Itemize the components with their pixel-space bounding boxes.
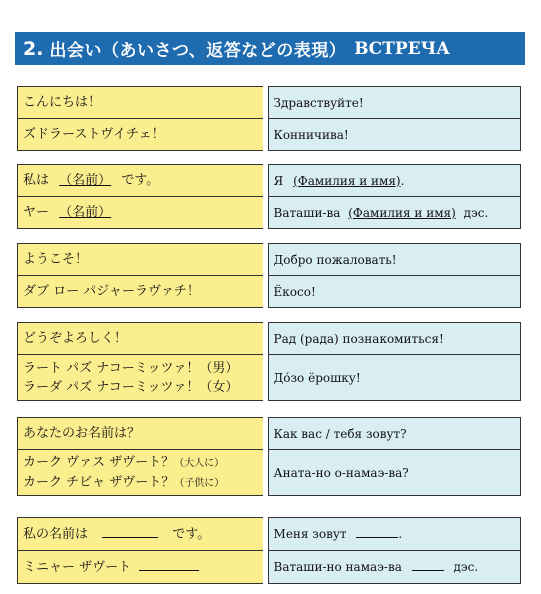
phrase-group-introduction: [17, 164, 521, 229]
name-blank: [139, 558, 199, 571]
phrase-jp-note: （子供に）: [174, 477, 225, 489]
section-number: 2.: [23, 37, 44, 60]
phrase-ru-text: Аната-но о-намаэ-ва?: [273, 465, 409, 480]
phrase-jp-text: ミニャー ザヴート: [23, 559, 132, 575]
phrase-ru: [268, 322, 521, 355]
name-blank: [412, 558, 444, 571]
phrase-ru-text: Здравствуйте!: [273, 95, 364, 110]
phrase-ru: [268, 276, 521, 308]
phrase-ru-text: Ёкосо!: [273, 284, 316, 299]
phrase-jp-text: です。: [121, 173, 160, 188]
phrase-ru-text: Добро пожаловать!: [273, 252, 397, 267]
phrase-ru: [268, 119, 521, 151]
phrase-jp: [17, 197, 263, 229]
phrase-row: [17, 322, 521, 355]
phrase-jp: [17, 322, 263, 355]
name-blank: （名前）: [59, 205, 112, 220]
phrase-jp: [17, 276, 263, 308]
phrase-row: [17, 197, 521, 229]
phrase-jp-text: ラーダ パズ ナコーミッツァ！（女）: [23, 379, 239, 395]
phrase-ru-text: Меня зовут: [273, 527, 347, 541]
phrase-jp: [17, 164, 263, 197]
phrase-ru-text: Конничива!: [273, 127, 349, 142]
phrase-jp-note: （大人に）: [174, 457, 225, 469]
phrase-jp: [17, 450, 263, 496]
phrase-row: [17, 355, 521, 401]
phrase-row: [17, 243, 521, 276]
name-blank: [356, 525, 398, 538]
name-blank: (Фамилия и имя): [293, 173, 401, 188]
name-blank: [102, 525, 158, 538]
phrase-row: [17, 417, 521, 450]
phrase-jp-text: カーク ヴァス ザヴート？: [23, 454, 175, 470]
phrase-jp: [17, 86, 263, 119]
phrase-jp-text: ラート パズ ナコーミッツァ！（男）: [23, 360, 239, 376]
phrase-row: [17, 164, 521, 197]
phrase-row: [17, 517, 521, 551]
phrase-ru-text: До́зо ёрошку!: [273, 370, 361, 385]
phrase-jp: [17, 517, 263, 551]
phrase-group-my-name: [17, 517, 521, 584]
phrase-ru-text: Ваташи-но намаэ-ва: [273, 560, 402, 574]
phrase-group-welcome: [17, 243, 521, 308]
phrase-jp-text: ようこそ！: [23, 252, 89, 267]
section-title-jp: 出会い（あいさつ、返答などの表現）: [49, 41, 347, 61]
phrase-jp-text: ズドラーストヴイチェ！: [23, 127, 165, 142]
phrase-jp-text: 私の名前は: [23, 526, 89, 542]
phrase-group-name-question: [17, 417, 521, 496]
phrase-row: [17, 276, 521, 308]
phrase-jp-text: ダブ ロー パジャーラヴァチ！: [23, 284, 200, 299]
phrase-jp-text: あなたのお名前は？: [23, 426, 141, 441]
phrase-ru-text: Я: [273, 173, 284, 188]
phrase-jp-text: です。: [172, 526, 211, 542]
name-blank: （名前）: [59, 173, 112, 188]
phrase-group-greeting: [17, 86, 521, 151]
section-title-ru: ВСТРЕЧА: [354, 38, 450, 59]
phrase-jp-text: 私は: [23, 173, 50, 188]
phrase-ru-text: Ваташи-ва: [273, 205, 341, 220]
phrase-jp: [17, 551, 263, 584]
phrase-row: [17, 86, 521, 119]
phrase-ru-text: дэс.: [453, 560, 479, 574]
phrase-ru-text: .: [400, 173, 405, 188]
phrase-jp-text: カーク チビャ ザヴート？: [23, 474, 175, 490]
phrase-ru-text: Рад (рада) познакомиться!: [273, 331, 444, 346]
phrase-ru: [268, 517, 521, 551]
phrase-ru: [268, 417, 521, 450]
phrase-ru: [268, 551, 521, 584]
phrase-jp-text: ヤー: [23, 205, 50, 220]
phrase-ru: [268, 355, 521, 401]
phrase-ru-text: дэс.: [463, 205, 489, 220]
phrase-ru: [268, 164, 521, 197]
phrase-ru: [268, 243, 521, 276]
phrase-jp-text: こんにちは！: [23, 95, 102, 110]
phrase-jp-text: どうぞよろしく！: [23, 331, 128, 346]
phrase-group-nice-to-meet: [17, 322, 521, 401]
phrase-jp: [17, 355, 263, 401]
phrase-row: [17, 551, 521, 584]
phrase-jp: [17, 243, 263, 276]
phrase-row: [17, 450, 521, 496]
section-header: [15, 32, 525, 65]
name-blank: (Фамилия и имя): [348, 205, 456, 220]
phrase-ru: [268, 197, 521, 229]
phrase-jp: [17, 119, 263, 151]
phrase-ru-text: Как вас / тебя зовут?: [273, 426, 407, 441]
phrase-jp: [17, 417, 263, 450]
phrase-row: [17, 119, 521, 151]
phrase-ru: [268, 86, 521, 119]
phrase-ru: [268, 450, 521, 496]
phrase-ru-text: .: [398, 527, 403, 541]
